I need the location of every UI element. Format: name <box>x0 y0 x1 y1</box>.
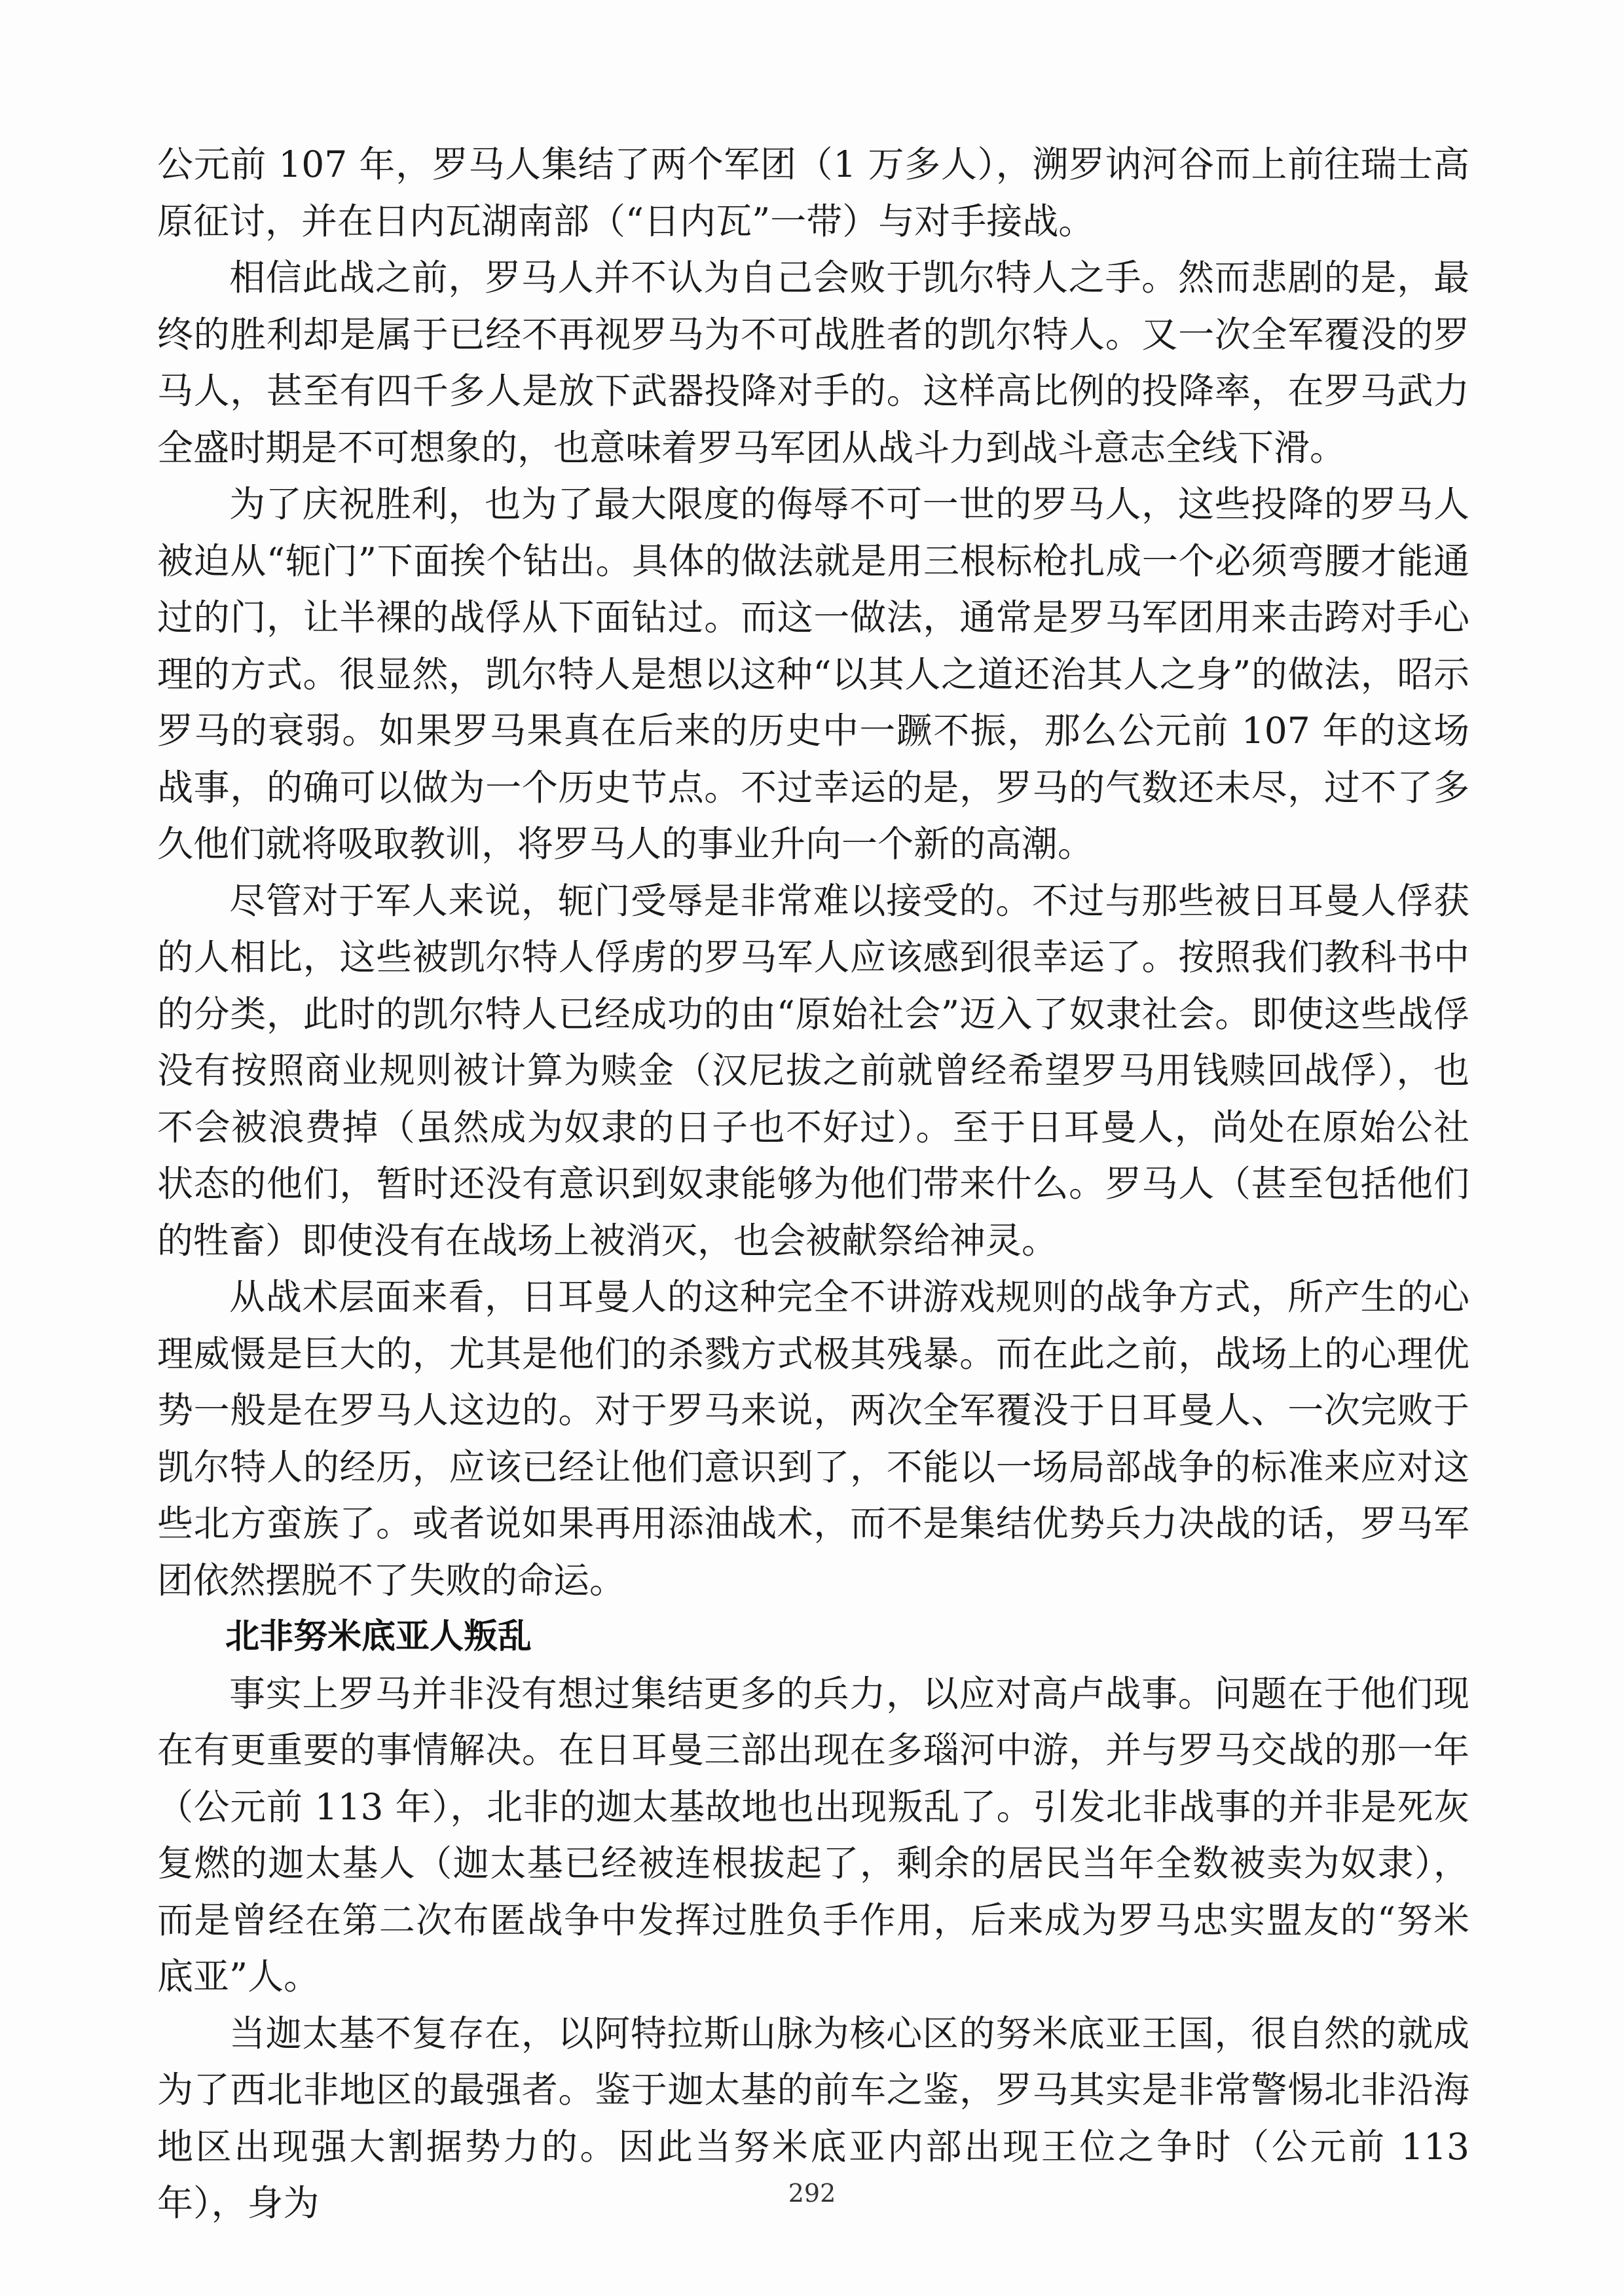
paragraph: 为了庆祝胜利，也为了最大限度的侮辱不可一世的罗马人，这些投降的罗马人被迫从“轭门”下面挨个钻出。具体的做法就是用三根标枪扎成一个必须弯腰才能通过的门，让半裸的战俘从下面钻过。而这一做法，通常是罗马军团用来击跨对手心理的方式。很显然，凯尔特人是想以这种“以其人之道还治其人之身”的做法，昭示罗马的衰弱。如果罗马果真在后来的历史中一蹶不振，那么公元前 107 年的这场战事，的确可以做为一个历史节点。不过幸运的是，罗马的气数还未尽，过不了多久他们就将吸取教训，将罗马人的事业升向一个新的高潮。 <box>157 483 1469 865</box>
page-number: 292 <box>788 2179 836 2208</box>
paragraph: 事实上罗马并非没有想过集结更多的兵力，以应对高卢战事。问题在于他们现在有更重要的事情解决。在日耳曼三部出现在多瑙河中游，并与罗马交战的那一年（公元前 113 年），北非的迦太基故地也出现叛乱了。引发北非战事的并非是死灰复燃的迦太基人（迦太基已经被连根拔起了，剩余的居民当年全数被卖为奴隶），而是曾经在第二次布匿战争中发挥过胜负手作用，后来成为罗马忠实盟友的“努米底亚”人。 <box>157 1672 1469 1997</box>
section-heading: 北非努米底亚人叛乱 <box>225 1617 532 1656</box>
paragraph: 当迦太基不复存在，以阿特拉斯山脉为核心区的努米底亚王国，很自然的就成为了西北非地区的最强者。鉴于迦太基的前车之鉴，罗马其实是非常警惕北非沿海地区出现强大割据势力的。因此当努米底亚内部出现王位之争时（公元前 113 年），身为 <box>157 2012 1469 2224</box>
paragraph: 公元前 107 年，罗马人集结了两个军团（1 万多人），溯罗讷河谷而上前往瑞士高原征讨，并在日内瓦湖南部（“日内瓦”一带）与对手接战。 <box>157 143 1469 242</box>
paragraph: 从战术层面来看，日耳曼人的这种完全不讲游戏规则的战争方式，所产生的心理威慑是巨大的，尤其是他们的杀戮方式极其残暴。而在此之前，战场上的心理优势一般是在罗马人这边的。对于罗马来说，两次全军覆没于日耳曼人、一次完败于凯尔特人的经历，应该已经让他们意识到了，不能以一场局部战争的标准来应对这些北方蛮族了。或者说如果再用添油战术，而不是集结优势兵力决战的话，罗马军团依然摆脱不了失败的命运。 <box>157 1276 1469 1601</box>
page-body <box>157 136 1469 2232</box>
paragraph: 相信此战之前，罗马人并不认为自己会败于凯尔特人之手。然而悲剧的是，最终的胜利却是属于已经不再视罗马为不可战胜者的凯尔特人。又一次全军覆没的罗马人，甚至有四千多人是放下武器投降对手的。这样高比例的投降率，在罗马武力全盛时期是不可想象的，也意味着罗马军团从战斗力到战斗意志全线下滑。 <box>157 257 1469 469</box>
paragraph: 尽管对于军人来说，轭门受辱是非常难以接受的。不过与那些被日耳曼人俘获的人相比，这些被凯尔特人俘虏的罗马军人应该感到很幸运了。按照我们教科书中的分类，此时的凯尔特人已经成功的由“原始社会”迈入了奴隶社会。即使这些战俘没有按照商业规则被计算为赎金（汉尼拔之前就曾经希望罗马用钱赎回战俘），也不会被浪费掉（虽然成为奴隶的日子也不好过）。至于日耳曼人，尚处在原始公社状态的他们，暂时还没有意识到奴隶能够为他们带来什么。罗马人（甚至包括他们的牲畜）即使没有在战场上被消灭，也会被献祭给神灵。 <box>157 879 1469 1262</box>
